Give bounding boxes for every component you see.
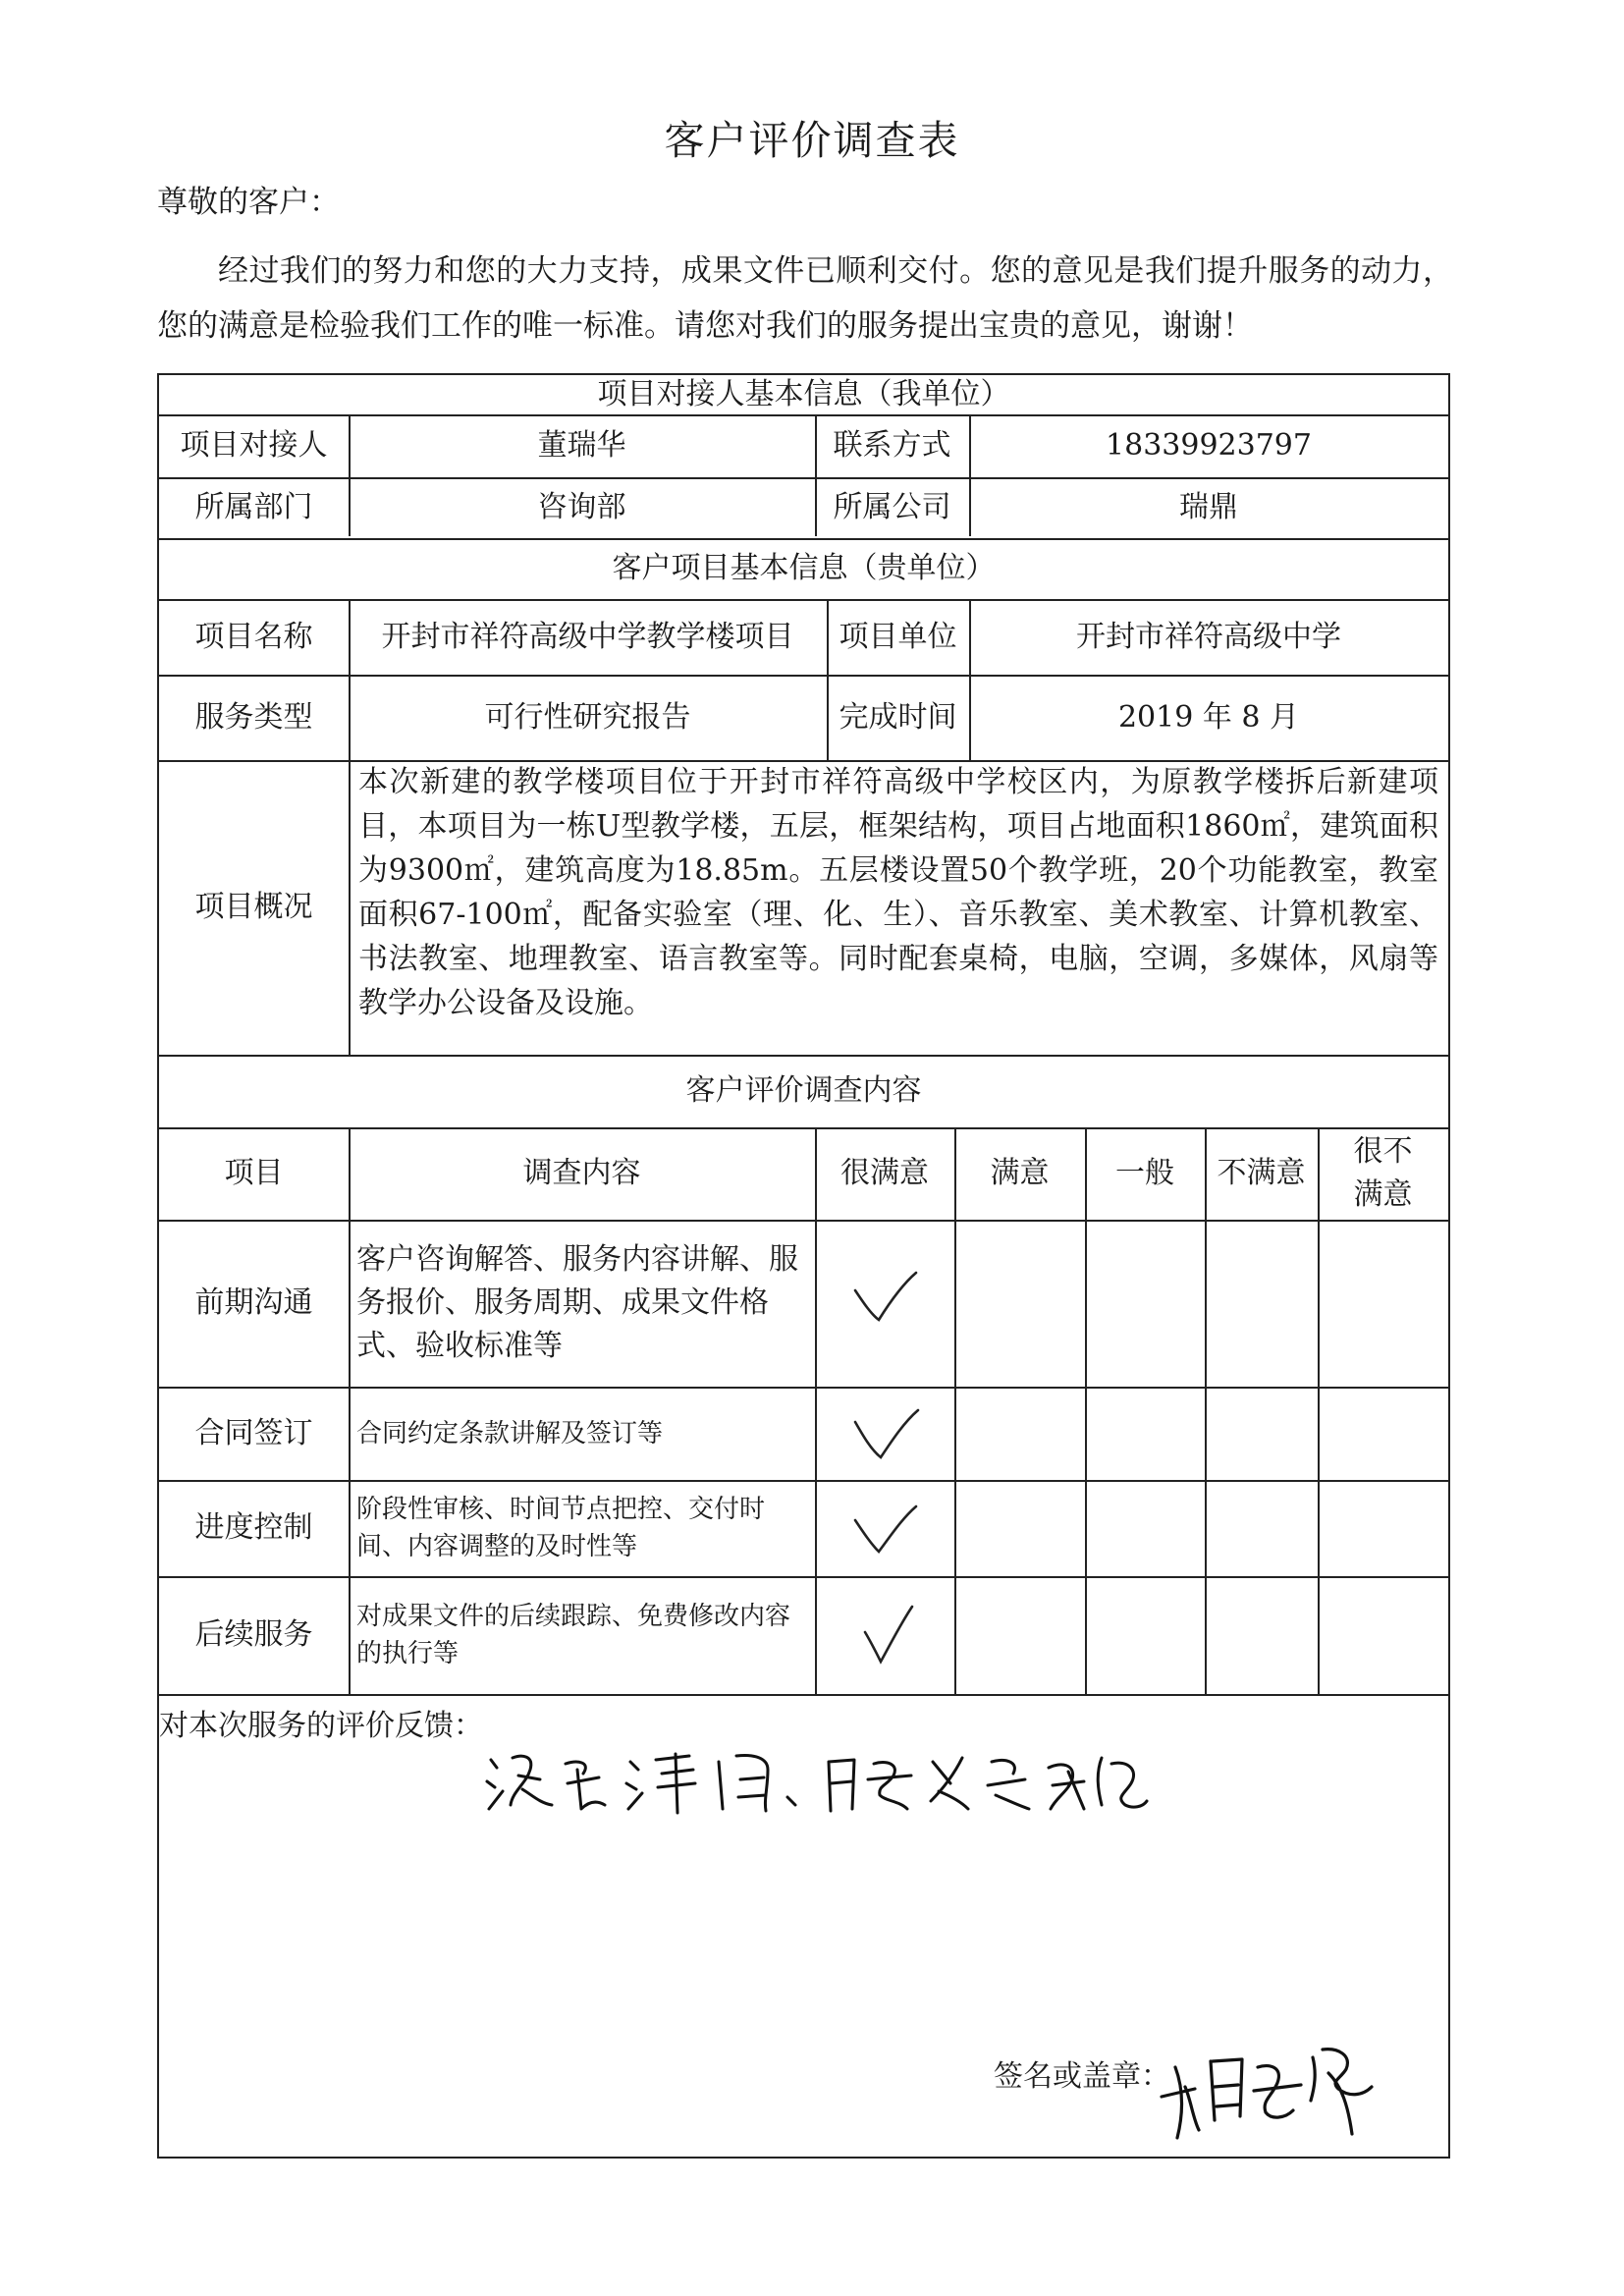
- project-unit-value: 开封市祥符高级中学: [1076, 619, 1341, 654]
- survey-row-content: 合同约定条款讲解及签订等: [356, 1418, 664, 1449]
- survey-row-item: 后续服务: [194, 1617, 313, 1652]
- project-unit-label: 项目单位: [839, 619, 957, 654]
- col-header-item: 项目: [224, 1156, 284, 1190]
- intro-paragraph: 经过我们的努力和您的大力支持，成果文件已顺利交付。您的意见是我们提升服务的动力，您的满意是检验我们工作的唯一标准。请您对我们的服务提出宝贵的意见，谢谢！: [157, 253, 1453, 344]
- page-title: 客户评价调查表: [664, 117, 960, 164]
- survey-row-content: 客户咨询解答、服务内容讲解、服务报价、服务周期、成果文件格式、验收标准等: [356, 1242, 798, 1363]
- company-label: 所属公司: [833, 490, 951, 524]
- company-value: 瑞鼎: [1179, 490, 1238, 524]
- survey-row-item: 合同签订: [194, 1415, 313, 1450]
- survey-row-content: 对成果文件的后续跟踪、免费修改内容的执行等: [356, 1602, 791, 1668]
- feedback-label: 对本次服务的评价反馈：: [159, 1709, 483, 1743]
- client-section-header: 客户项目基本信息（贵单位）: [612, 551, 996, 585]
- dept-value: 咨询部: [537, 490, 626, 524]
- dept-label: 所属部门: [194, 490, 313, 524]
- completion-date-value: 2019 年 8 月: [1117, 699, 1300, 735]
- survey-form: [157, 373, 1450, 2159]
- signature-label: 签名或盖章：: [994, 2059, 1170, 2094]
- salutation: 尊敬的客户：: [157, 185, 340, 220]
- survey-row-item: 前期沟通: [194, 1285, 313, 1320]
- phone-label: 联系方式: [833, 428, 951, 463]
- handwritten-signature: [1156, 2028, 1381, 2146]
- phone-value: 18339923797: [1106, 428, 1312, 463]
- survey-section-header: 客户评价调查内容: [685, 1073, 922, 1108]
- handwritten-feedback: [483, 1740, 1151, 1819]
- checkmark-icon: [851, 1503, 920, 1558]
- contact-value: 董瑞华: [537, 428, 626, 463]
- contact-section-header: 项目对接人基本信息（我单位）: [597, 377, 1010, 411]
- rating-average: 一般: [1115, 1156, 1174, 1190]
- project-name-label: 项目名称: [194, 619, 313, 654]
- service-type-label: 服务类型: [194, 699, 313, 735]
- rating-satisfied: 满意: [990, 1156, 1050, 1190]
- contact-label: 项目对接人: [180, 428, 328, 463]
- col-header-content: 调查内容: [522, 1156, 641, 1190]
- rating-very-dissatisfied: 很不满意: [1353, 1134, 1413, 1212]
- checkmark-icon: [851, 1269, 920, 1328]
- service-type-value: 可行性研究报告: [484, 699, 691, 735]
- rating-very-satisfied: 很满意: [840, 1156, 929, 1190]
- survey-row-item: 进度控制: [194, 1510, 313, 1545]
- rating-dissatisfied: 不满意: [1217, 1156, 1306, 1190]
- survey-row-content: 阶段性审核、时间节点把控、交付时间、内容调整的及时性等: [356, 1495, 766, 1561]
- overview-label: 项目概况: [194, 890, 313, 924]
- checkmark-icon: [861, 1603, 916, 1667]
- completion-date-label: 完成时间: [839, 699, 957, 735]
- project-name-value: 开封市祥符高级中学教学楼项目: [381, 619, 794, 654]
- overview-value: 本次新建的教学楼项目位于开封市祥符高级中学校区内，为原教学楼拆后新建项目，本项目为一栋U型教学楼，五层，框架结构，项目占地面积1860㎡，建筑面积为9300㎡，建筑高度为18.85m。五层楼设置50个教学班，20个功能教室，教室面积67-100㎡，配备实验室（理、化、生）、音乐教室、美术教室、计算机教室、书法教室、地理教室、语言教室等。同时配套桌椅，电脑，空调，多媒体，风扇等教学办公设备及设施。: [358, 765, 1438, 1020]
- checkmark-icon: [851, 1406, 922, 1465]
